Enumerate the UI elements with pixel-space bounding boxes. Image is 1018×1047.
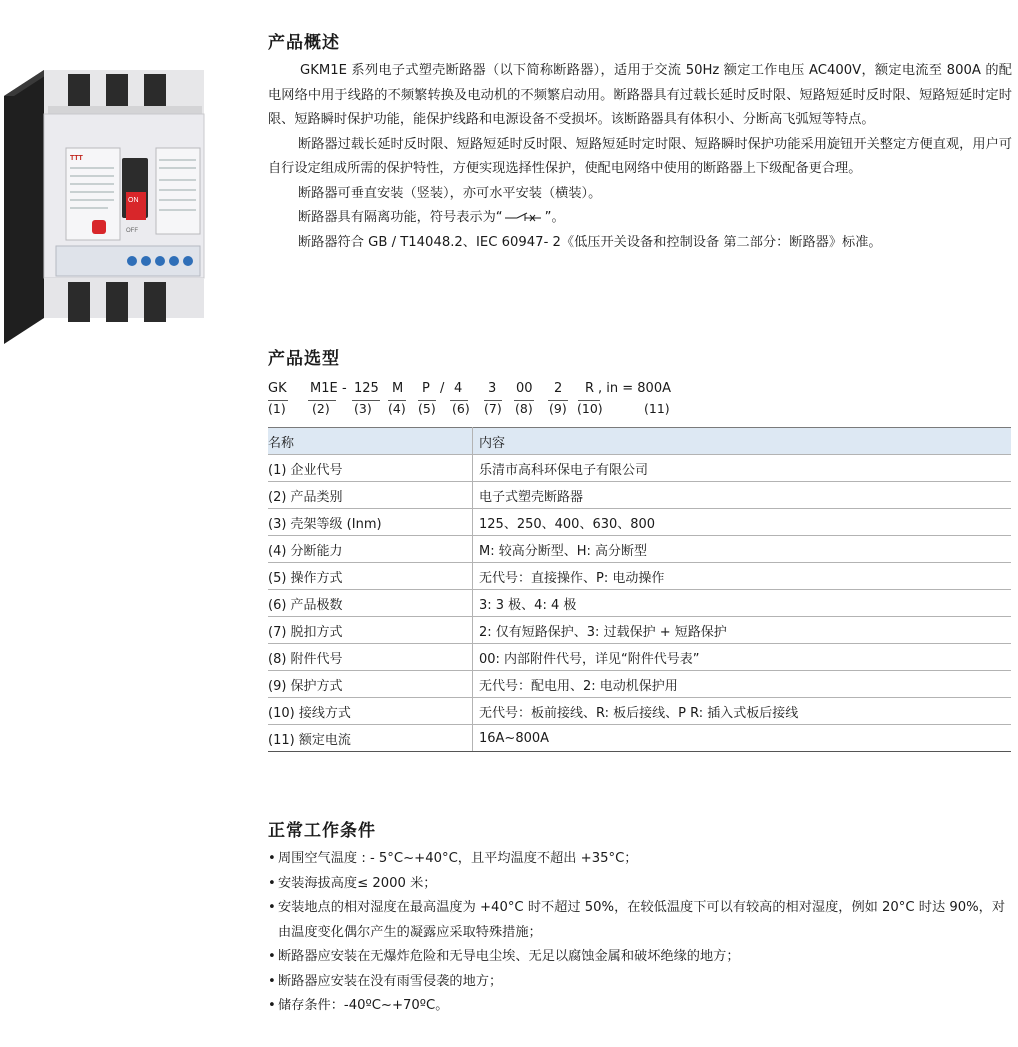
code-token: 00 [516,381,533,396]
table-row: (1) 企业代号 乐清市高科环保电子有限公司 [268,455,1011,482]
table-row: (9) 保护方式 无代号：配电用、2: 电动机保护用 [268,671,1011,698]
code-token: P [422,381,430,396]
overview-paragraph-1: GKM1E 系列电子式塑壳断路器（以下简称断路器），适用于交流 50Hz 额定工作电压 AC400V，额定电流至 800A 的配电网络中用于线路的不频繁转换及电动机的不频繁启动用。断路器具有过载长延时反时限、短路短延时反时限、短路短延时定时限、短路瞬时保护功能，能保护线路和电源设备不受损坏。该断路器具有体积小、分断高飞弧短等特点。 [268,63,1012,127]
list-item: • 断路器应安装在没有雨雪侵袭的地方； [268,973,503,989]
model-code-line [268,381,1012,417]
off-label: OFF [126,228,138,234]
code-token: 3 [488,381,497,396]
brand-logo-text: TTT [70,155,83,162]
overview-paragraph-4 [268,206,1012,231]
table-row: (2) 产品类别 电子式塑壳断路器 [268,482,1011,509]
selection-section [268,344,1012,752]
table-row: (10) 接线方式 无代号：板前接线、R: 板后接线、P R: 插入式板后接线 [268,698,1011,725]
code-token: - [342,381,347,396]
table-row: (5) 操作方式 无代号：直接操作、P: 电动操作 [268,563,1011,590]
code-number: (1) [268,401,286,416]
circuit-breaker-image [4,56,210,356]
table-row: (4) 分断能力 M: 较高分断型、H: 高分断型 [268,536,1011,563]
overview-paragraph-5: 断路器符合 GB / T14048.2、IEC 60947- 2《低压开关设备和控制设备 第二部分：断路器》标准。 [298,234,882,250]
overview-paragraph-2: 断路器过载长延时反时限、短路短延时反时限、短路短延时定时限、短路瞬时保护功能采用旋钮开关整定方便直观，用户可自行设定组成所需的保护特性，方便实现选择性保护，使配电网络中使用的断路器上下级配备更合理。 [268,136,1012,176]
code-number: (11) [644,401,670,416]
table-header-name: 名称 [268,428,473,455]
code-token: , in = 800A [598,381,671,396]
code-token: / [440,381,445,396]
table-row: (3) 壳架等级 (Inm) 125、250、400、630、800 [268,509,1011,536]
code-number: (2) [312,401,330,416]
code-token: M [392,381,404,396]
conditions-section [268,816,1012,1019]
table-row: (7) 脱扣方式 2: 仅有短路保护、3: 过载保护 + 短路保护 [268,617,1011,644]
isolation-text-after: ”。 [544,210,565,225]
table-row: (8) 附件代号 00: 内部附件代号，详见“附件代号表” [268,644,1011,671]
selection-table [268,427,1011,752]
overview-paragraph-3: 断路器可垂直安装（竖装），亦可水平安装（横装）。 [298,185,602,201]
table-header-row [268,428,1011,455]
list-item: • 断路器应安装在无爆炸危险和无导电尘埃、无足以腐蚀金属和破坏绝缘的地方； [268,949,740,964]
code-token: 4 [454,381,463,396]
selection-title: 产品选型 [268,349,340,369]
code-number: (8) [515,401,533,416]
list-item: • 周围空气温度 : - 5°C~+40°C，且平均温度不超出 +35°C； [268,851,638,866]
table-row: (6) 产品极数 3: 3 极、4: 4 极 [268,590,1011,617]
code-number: (3) [354,401,372,416]
conditions-title: 正常工作条件 [268,821,376,841]
code-token: R [585,381,595,396]
code-token: 125 [354,381,379,396]
isolator-symbol-icon [503,210,545,222]
list-item: • 储存条件：-40ºC~+70ºC。 [268,998,449,1013]
code-number: (5) [418,401,436,416]
code-number: (10) [577,401,603,416]
code-number: (7) [484,401,502,416]
code-number: (6) [452,401,470,416]
on-label: ON [128,197,139,204]
code-token: GK [268,381,287,396]
code-token: 2 [554,381,563,396]
table-row: (11) 额定电流 16A~800A [268,725,1011,752]
table-header-content: 内容 [473,428,1012,455]
overview-section [268,28,1012,255]
overview-title: 产品概述 [268,33,340,53]
isolation-text-before: 断路器具有隔离功能，符号表示为“ [298,210,503,225]
conditions-list [268,847,1012,1019]
list-item: • 安装海拔高度≤ 2000 米； [268,875,437,891]
code-number: (4) [388,401,406,416]
code-number: (9) [549,401,567,416]
code-token: M1E [310,381,338,396]
list-item: • 安装地点的相对湿度在最高温度为 +40°C 时不超过 50%，在较低温度下可以有较高的相对湿度，例如 20°C 时达 90%，对由温度变化偶尔产生的凝露应采取特殊措施； [268,900,1006,940]
